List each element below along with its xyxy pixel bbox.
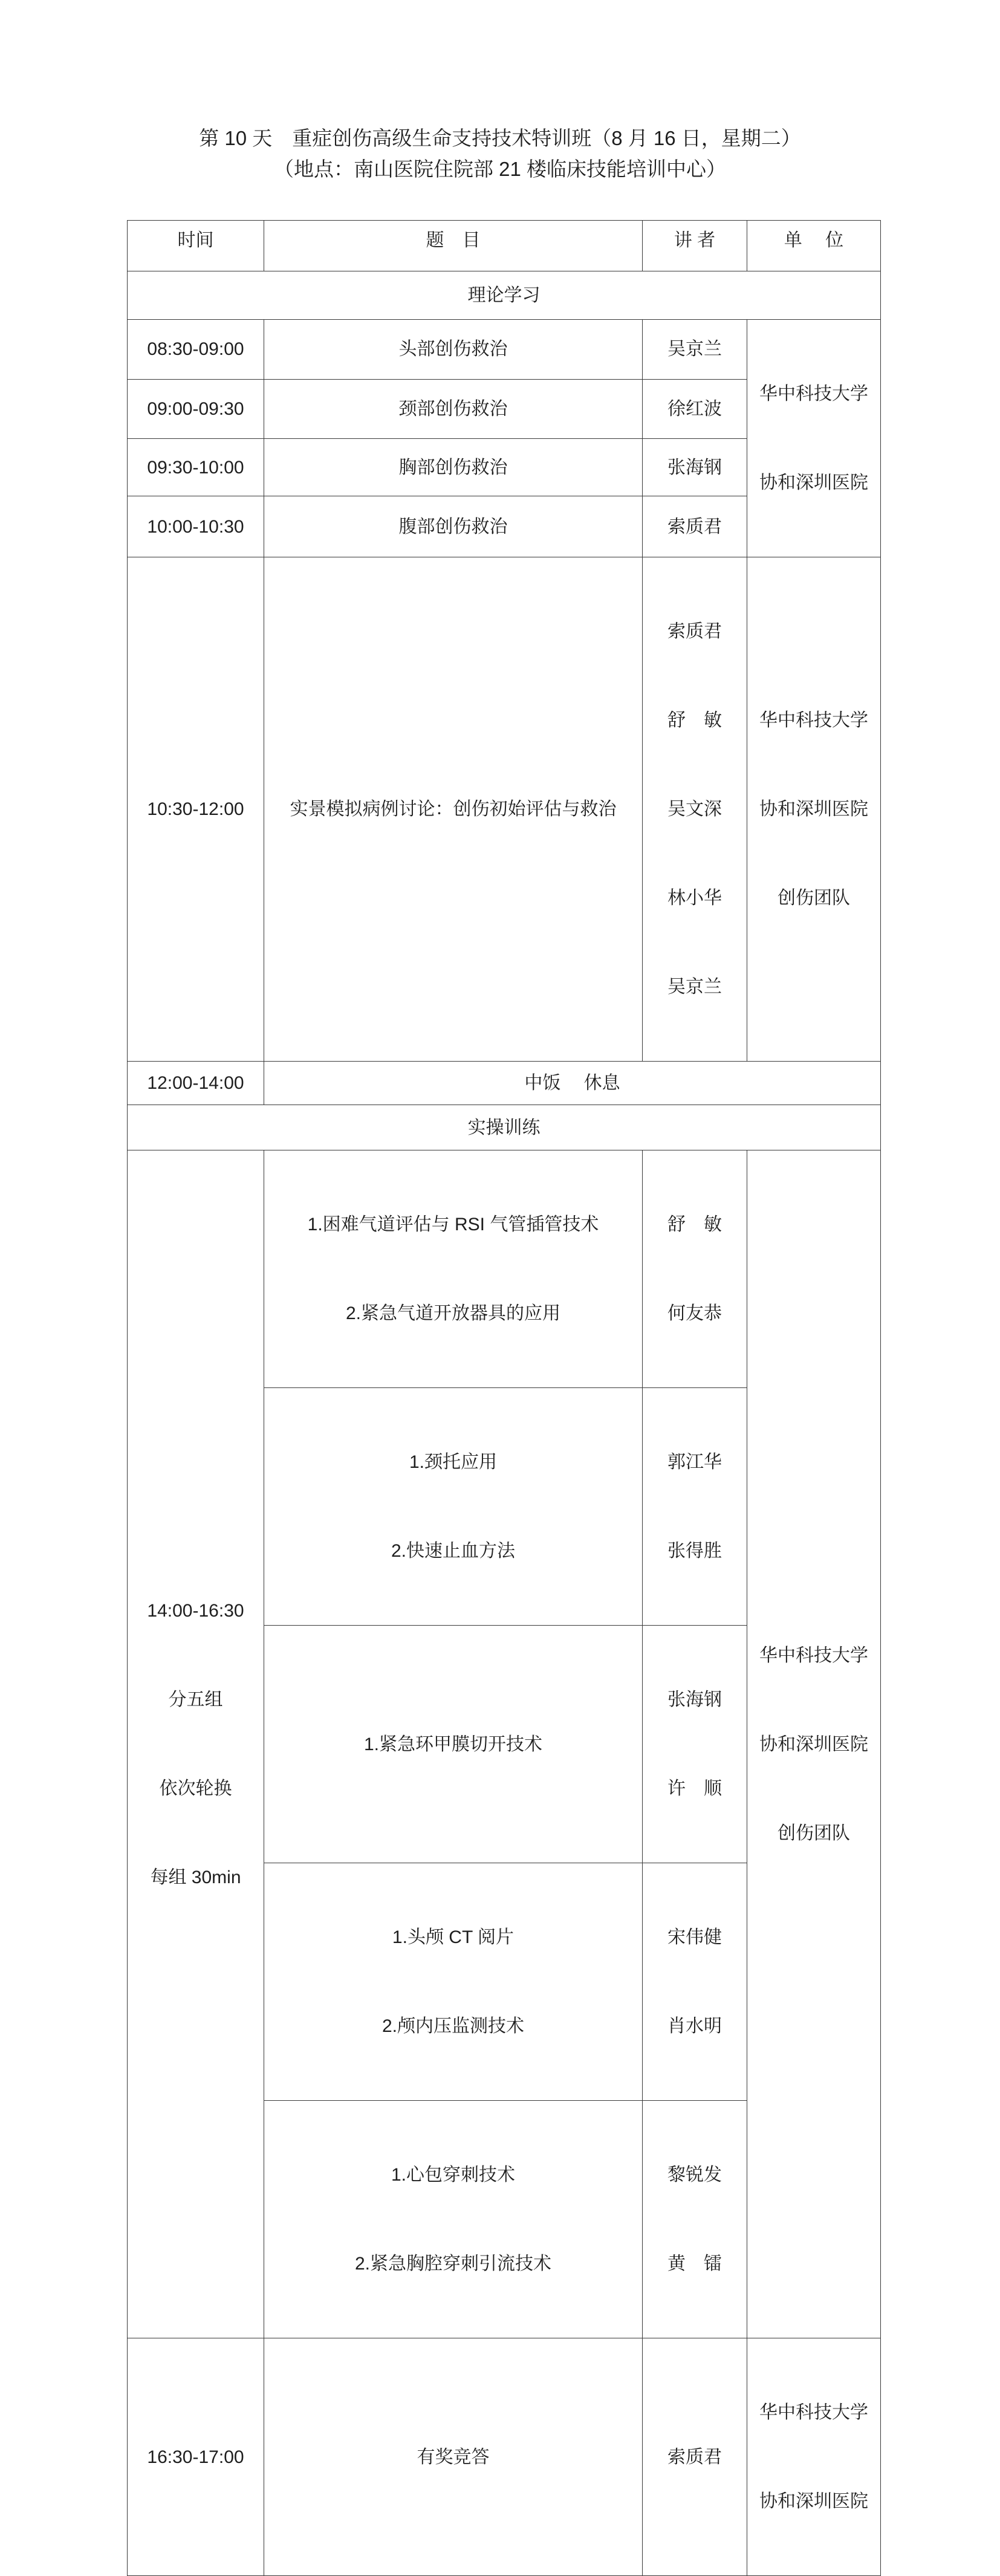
time-line: 分五组 <box>168 1690 223 1710</box>
lunch-row <box>128 1062 881 1105</box>
session-speaker: 张海钢 <box>643 439 747 496</box>
topic-line: 2.颅内压监测技术 <box>381 2016 525 2036</box>
unit-line: 协和深圳医院 <box>759 473 868 493</box>
session-speaker: 索质君 <box>643 496 747 557</box>
speaker-name: 肖水明 <box>667 2016 722 2036</box>
case-discussion-row <box>128 557 881 1062</box>
speaker-name: 黄 镭 <box>667 2254 722 2274</box>
speaker-name: 黎锐发 <box>667 2165 722 2185</box>
speaker-name: 许 顺 <box>667 1779 722 1799</box>
title-line-course: 第 10 天 重症创伤高级生命支持技术特训班（8 月 16 日，星期二） <box>199 127 801 149</box>
station-topics <box>264 1626 643 1863</box>
session-speaker: 徐红波 <box>643 379 747 439</box>
section-label-theory: 理论学习 <box>128 271 881 320</box>
session-unit-cell <box>747 320 881 557</box>
time-line: 依次轮换 <box>159 1779 232 1799</box>
unit-line: 华中科技大学 <box>759 710 868 730</box>
session-topic: 腹部创伤救治 <box>264 496 643 557</box>
section-label-practice: 实操训练 <box>128 1105 881 1150</box>
station-topics <box>264 1863 643 2101</box>
topic-line: 1.头颅 CT 阅片 <box>392 1927 515 1947</box>
speaker-name: 舒 敏 <box>667 1215 722 1234</box>
practice-time-cell <box>128 1150 264 2338</box>
speaker-name: 郭江华 <box>667 1452 722 1472</box>
unit-line: 创伤团队 <box>778 1823 850 1843</box>
lunch-label: 中饭 休息 <box>264 1062 881 1105</box>
quiz-time: 16:30-17:00 <box>128 2338 264 2576</box>
unit-line: 协和深圳医院 <box>759 1734 868 1754</box>
quiz-unit <box>747 2338 881 2576</box>
case-discussion-time: 10:30-12:00 <box>128 557 264 1062</box>
speaker-name: 林小华 <box>667 888 722 908</box>
speaker-name: 吴文深 <box>667 799 722 819</box>
session-time: 09:00-09:30 <box>128 379 264 439</box>
topic-line: 2.紧急气道开放器具的应用 <box>345 1303 561 1323</box>
session-row <box>128 320 881 380</box>
station-topics <box>264 1150 643 1388</box>
speaker-name: 何友恭 <box>667 1303 722 1323</box>
session-topic: 头部创伤救治 <box>264 320 643 380</box>
topic-line: 1.紧急环甲膜切开技术 <box>363 1734 543 1754</box>
station-topics <box>264 2101 643 2338</box>
session-time: 09:30-10:00 <box>128 439 264 496</box>
schedule-table <box>127 220 881 2576</box>
case-discussion-topic: 实景模拟病例讨论：创伤初始评估与救治 <box>264 557 643 1062</box>
quiz-speaker: 索质君 <box>643 2338 747 2576</box>
unit-line: 华中科技大学 <box>759 2402 868 2422</box>
station-row <box>128 1150 881 1388</box>
session-time: 10:00-10:30 <box>128 496 264 557</box>
time-line: 14:00-16:30 <box>147 1601 244 1621</box>
unit-line: 协和深圳医院 <box>759 799 868 819</box>
unit-line: 华中科技大学 <box>759 384 868 404</box>
section-row-practice <box>128 1105 881 1150</box>
speaker-name: 张海钢 <box>667 1690 722 1710</box>
station-topics <box>264 1388 643 1626</box>
station-speakers <box>643 1626 747 1863</box>
case-discussion-speakers <box>643 557 747 1062</box>
station-speakers <box>643 2101 747 2338</box>
session-speaker: 吴京兰 <box>643 320 747 380</box>
case-discussion-unit <box>747 557 881 1062</box>
practice-unit-cell <box>747 1150 881 2338</box>
speaker-name: 张得胜 <box>667 1541 722 1561</box>
station-speakers <box>643 1150 747 1388</box>
quiz-topic: 有奖竞答 <box>264 2338 643 2576</box>
unit-line: 华中科技大学 <box>759 1645 868 1666</box>
topic-line: 2.快速止血方法 <box>391 1541 516 1561</box>
title-line-location: （地点：南山医院住院部 21 楼临床技能培训中心） <box>273 158 727 180</box>
speaker-name: 索质君 <box>667 621 722 641</box>
station-speakers <box>643 1388 747 1626</box>
section-row-theory <box>128 271 881 320</box>
speaker-name: 吴京兰 <box>667 977 722 997</box>
lunch-time: 12:00-14:00 <box>128 1062 264 1105</box>
header-topic: 题 目 <box>264 221 643 271</box>
quiz-row <box>128 2338 881 2576</box>
time-line: 每组 30min <box>150 1867 241 1887</box>
session-topic: 胸部创伤救治 <box>264 439 643 496</box>
topic-line: 1.困难气道评估与 RSI 气管插管技术 <box>307 1215 599 1234</box>
topic-line: 2.紧急胸腔穿刺引流技术 <box>354 2254 552 2274</box>
session-topic: 颈部创伤救治 <box>264 379 643 439</box>
topic-line: 1.心包穿刺技术 <box>391 2165 516 2185</box>
speaker-name: 宋伟健 <box>667 1927 722 1947</box>
header-time: 时间 <box>128 221 264 271</box>
unit-line: 创伤团队 <box>778 888 850 908</box>
topic-line: 1.颈托应用 <box>409 1452 498 1472</box>
page-title <box>0 123 1000 184</box>
speaker-name: 舒 敏 <box>667 710 722 730</box>
unit-line: 协和深圳医院 <box>759 2491 868 2511</box>
header-row <box>128 221 881 271</box>
session-time: 08:30-09:00 <box>128 320 264 380</box>
header-unit: 单 位 <box>747 221 881 271</box>
station-speakers <box>643 1863 747 2101</box>
header-speaker: 讲 者 <box>643 221 747 271</box>
